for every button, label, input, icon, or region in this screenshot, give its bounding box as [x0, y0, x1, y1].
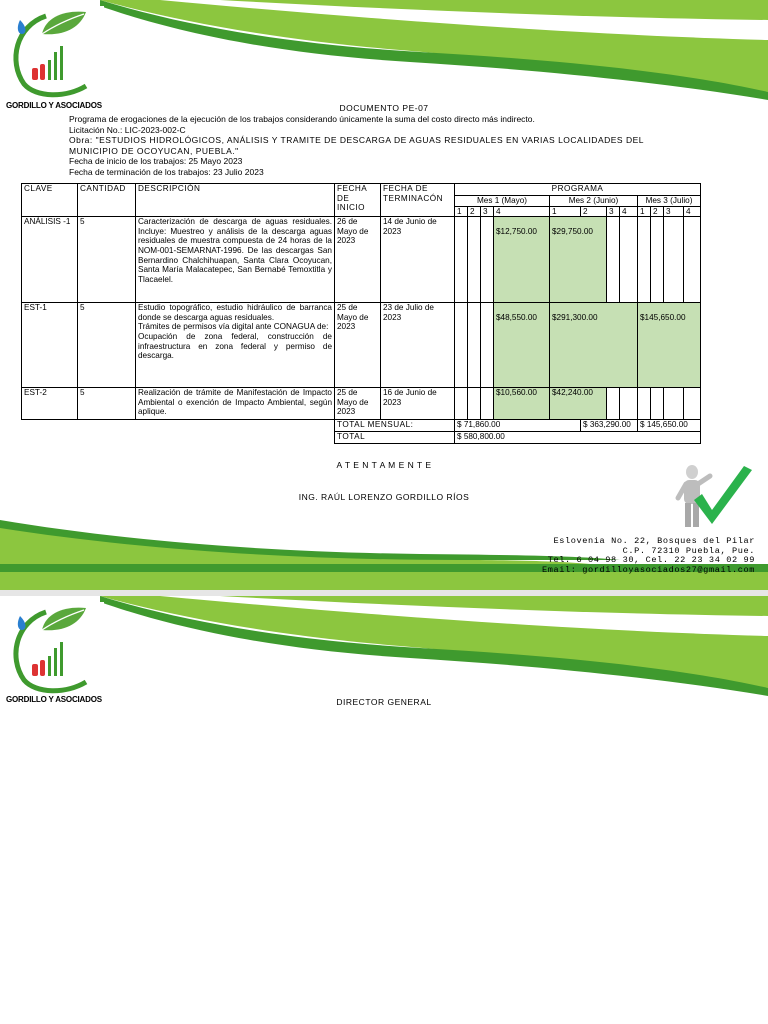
cell-fecha-inicio: 25 de Mayo de 2023	[335, 303, 381, 388]
obra-line-1: Obra: "ESTUDIOS HIDROLÓGICOS, ANÁLISIS Y TRAMITE DE DESCARGA DE AGUAS RESIDUALES EN VARIAS LOCALIDADES DEL	[69, 135, 644, 145]
document-info	[69, 114, 669, 177]
header-fecha-inicio: FECHA DE INICIO	[335, 184, 381, 217]
descripcion-part-c: Ocupación de zona federal, construcción de infraestructura en zona federal y permiso de descarga.	[138, 331, 332, 361]
page-2	[0, 596, 768, 1024]
cell-cantidad: 5	[78, 388, 136, 420]
table-row	[22, 388, 701, 420]
total-mensual-1: $ 71,860.00	[455, 420, 581, 432]
contact-block	[542, 537, 755, 575]
descripcion-part-b: Trámites de permisos vía digital ante CONAGUA de:	[138, 322, 329, 332]
table-row	[22, 217, 701, 303]
total-mensual-2: $ 363,290.00	[581, 420, 638, 432]
cell-descripcion: Caracterización de descarga de aguas residuales. Incluye: Muestreo y análisis de la descarga aguas residuales de muestra compuesta de 24 horas de la NOM-001-SEMARNAT-1996. De las descargas San Bernardino Chalchihuapan, Santa Clara Ocoyucan, Santa María Malacatepec, San Bernabé Temoxtitla y Tlacaelel.	[136, 217, 335, 303]
week-cell: 2	[468, 206, 481, 217]
cell-descripcion	[136, 303, 335, 388]
company-logo	[6, 602, 104, 694]
brand-name: GORDILLO Y ASOCIADOS	[6, 695, 102, 704]
total-label: TOTAL	[335, 432, 455, 444]
signer-name: ING. RAÚL LORENZO GORDILLO RÍOS	[298, 492, 470, 502]
week-cell: 1	[550, 206, 581, 217]
header-swoosh	[0, 596, 768, 696]
cell-fecha-inicio: 26 de Mayo de 2023	[335, 217, 381, 303]
cell-descripcion: Realización de trámite de Manifestación de Impacto Ambiental o exención de Impacto Ambiental, según aplique.	[136, 388, 335, 420]
total-mensual-label: TOTAL MENSUAL:	[335, 420, 455, 432]
contact-address: Eslovenia No. 22, Bosques del Pilar	[553, 536, 755, 546]
table-row	[22, 303, 701, 388]
cell-fecha-inicio: 25 de Mayo de 2023	[335, 388, 381, 420]
header-mes-1: Mes 1 (Mayo)	[455, 196, 550, 207]
cell-mes2: $291,300.00	[550, 303, 638, 388]
descripcion-part-a: Estudio topográfico, estudio hidráulico de barranca donde se descarga aguas residuales.	[138, 303, 332, 322]
company-logo	[6, 6, 104, 98]
cell-fecha-termino: 23 de Julio de 2023	[381, 303, 455, 388]
cell-fecha-termino: 16 de Junio de 2023	[381, 388, 455, 420]
header-cantidad: CANTIDAD	[78, 184, 136, 217]
document-title: DOCUMENTO PE-07	[339, 103, 429, 113]
program-table	[21, 183, 701, 444]
cell-mes1-w4: $48,550.00	[494, 303, 550, 388]
cell-cantidad: 5	[78, 303, 136, 388]
cell-mes1-w4: $12,750.00	[494, 217, 550, 303]
cell-mes1-w4: $10,560.00	[494, 388, 550, 420]
week-cell: 3	[481, 206, 494, 217]
total-mensual-3: $ 145,650.00	[638, 420, 701, 432]
cell-mes2: $42,240.00	[550, 388, 607, 420]
week-cell: 4	[620, 206, 638, 217]
contact-phone: Tel. 6 04 98 30, Cel. 22 23 34 02 99	[547, 555, 755, 566]
cell-fecha-termino: 14 de Junio de 2023	[381, 217, 455, 303]
cell-clave: EST-2	[22, 388, 78, 420]
week-cell: 3	[607, 206, 620, 217]
cell-mes2: $29,750.00	[550, 217, 607, 303]
header-mes-2: Mes 2 (Junio)	[550, 196, 638, 207]
header-descripcion: DESCRIPCIÓN	[136, 184, 335, 217]
week-cell: 4	[494, 206, 550, 217]
week-cell: 1	[455, 206, 468, 217]
brand-name: GORDILLO Y ASOCIADOS	[6, 101, 102, 110]
week-cell: 2	[581, 206, 607, 217]
header-mes-3: Mes 3 (Julio)	[638, 196, 701, 207]
contact-email: Email: gordilloyasociados27@gmail.com	[541, 564, 755, 575]
cell-clave: ANÁLISIS -1	[22, 217, 78, 303]
total-value: $ 580,800.00	[455, 432, 701, 444]
header-clave: CLAVE	[22, 184, 78, 217]
header-programa: PROGRAMA	[455, 184, 701, 196]
week-cell: 4	[684, 206, 701, 217]
licitacion-text: Licitación No.: LIC-2023-002-C	[69, 124, 186, 135]
contact-postal: C.P. 72310 Puebla, Pue.	[622, 545, 755, 556]
director-role: DIRECTOR GENERAL	[336, 697, 432, 707]
header-fecha-termino: FECHA DE TERMINACÓN	[381, 184, 455, 217]
cell-mes3: $145,650.00	[638, 303, 701, 388]
fecha-inicio-text: Fecha de inicio de los trabajos: 25 Mayo 2023	[69, 156, 243, 166]
cell-clave: EST-1	[22, 303, 78, 388]
week-cell: 2	[651, 206, 664, 217]
intro-text: Programa de erogaciones de la ejecución de los trabajos considerando únicamente la suma del costo directo más indirecto.	[69, 114, 535, 124]
cell-cantidad: 5	[78, 217, 136, 303]
week-cell: 3	[664, 206, 684, 217]
header-swoosh	[0, 0, 768, 100]
fecha-termino-text: Fecha de terminación de los trabajos: 23 Julio 2023	[69, 166, 264, 177]
obra-line-2: MUNICIPIO DE OCOYUCAN, PUEBLA."	[69, 145, 239, 156]
week-cell: 1	[638, 206, 651, 217]
atentamente-text: A T E N T A M E N T E	[336, 460, 432, 470]
